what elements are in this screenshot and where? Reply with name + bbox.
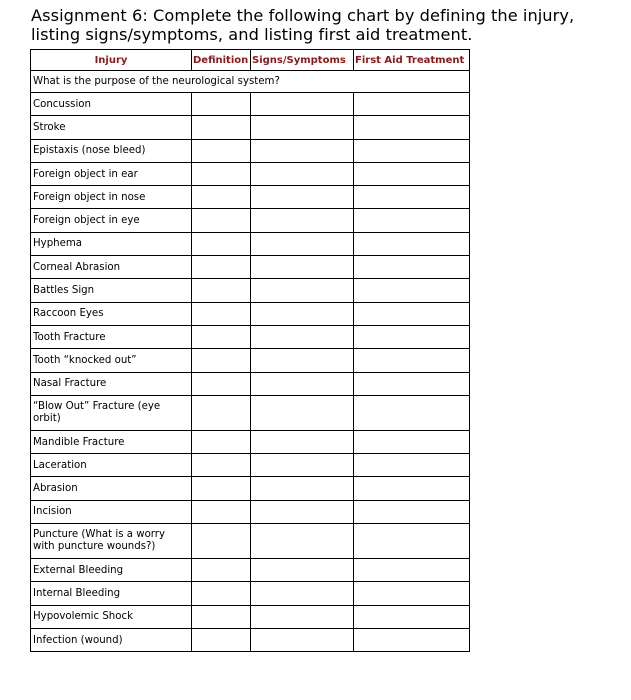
first-aid-cell[interactable] <box>354 454 470 477</box>
definition-cell[interactable] <box>192 116 251 139</box>
injury-cell: Stroke <box>31 116 192 139</box>
signs-symptoms-cell[interactable] <box>251 628 354 651</box>
definition-cell[interactable] <box>192 139 251 162</box>
first-aid-cell[interactable] <box>354 162 470 185</box>
injury-cell: Foreign object in ear <box>31 162 192 185</box>
definition-cell[interactable] <box>192 372 251 395</box>
injury-cell: Incision <box>31 500 192 523</box>
first-aid-cell[interactable] <box>354 430 470 453</box>
header-injury: Injury <box>31 50 192 71</box>
signs-symptoms-cell[interactable] <box>251 395 354 430</box>
signs-symptoms-cell[interactable] <box>251 302 354 325</box>
injury-cell: Tooth Fracture <box>31 325 192 348</box>
injury-cell: Abrasion <box>31 477 192 500</box>
definition-cell[interactable] <box>192 302 251 325</box>
injury-cell: Tooth “knocked out” <box>31 349 192 372</box>
signs-symptoms-cell[interactable] <box>251 279 354 302</box>
table-row <box>31 605 470 628</box>
definition-cell[interactable] <box>192 93 251 116</box>
signs-symptoms-cell[interactable] <box>251 116 354 139</box>
signs-symptoms-cell[interactable] <box>251 430 354 453</box>
signs-symptoms-cell[interactable] <box>251 524 354 559</box>
injury-cell: Puncture (What is a worry with puncture wounds?) <box>31 524 192 559</box>
definition-cell[interactable] <box>192 279 251 302</box>
injury-cell: Corneal Abrasion <box>31 256 192 279</box>
injury-cell: Mandible Fracture <box>31 430 192 453</box>
injury-cell: External Bleeding <box>31 559 192 582</box>
table-row <box>31 372 470 395</box>
table-row <box>31 256 470 279</box>
injury-cell: Concussion <box>31 93 192 116</box>
first-aid-cell[interactable] <box>354 302 470 325</box>
definition-cell[interactable] <box>192 256 251 279</box>
first-aid-cell[interactable] <box>354 279 470 302</box>
definition-cell[interactable] <box>192 559 251 582</box>
definition-cell[interactable] <box>192 454 251 477</box>
injury-cell: Hyphema <box>31 232 192 255</box>
first-aid-cell[interactable] <box>354 524 470 559</box>
table-row <box>31 209 470 232</box>
header-row <box>31 50 470 71</box>
table-row <box>31 279 470 302</box>
first-aid-cell[interactable] <box>354 395 470 430</box>
header-first-aid-treatment: First Aid Treatment <box>354 50 470 71</box>
definition-cell[interactable] <box>192 395 251 430</box>
table-row <box>31 325 470 348</box>
purpose-row <box>31 71 470 93</box>
first-aid-cell[interactable] <box>354 139 470 162</box>
first-aid-cell[interactable] <box>354 372 470 395</box>
table-row <box>31 500 470 523</box>
injury-cell: Battles Sign <box>31 279 192 302</box>
purpose-question: What is the purpose of the neurological system? <box>31 71 470 93</box>
table-row <box>31 477 470 500</box>
injury-chart-table <box>30 49 470 652</box>
signs-symptoms-cell[interactable] <box>251 477 354 500</box>
header-signs-symptoms: Signs/Symptoms <box>251 50 354 71</box>
first-aid-cell[interactable] <box>354 500 470 523</box>
signs-symptoms-cell[interactable] <box>251 559 354 582</box>
first-aid-cell[interactable] <box>354 325 470 348</box>
signs-symptoms-cell[interactable] <box>251 454 354 477</box>
first-aid-cell[interactable] <box>354 116 470 139</box>
first-aid-cell[interactable] <box>354 605 470 628</box>
first-aid-cell[interactable] <box>354 559 470 582</box>
definition-cell[interactable] <box>192 477 251 500</box>
table-row <box>31 628 470 651</box>
injury-cell: “Blow Out” Fracture (eye orbit) <box>31 395 192 430</box>
first-aid-cell[interactable] <box>354 232 470 255</box>
signs-symptoms-cell[interactable] <box>251 162 354 185</box>
first-aid-cell[interactable] <box>354 477 470 500</box>
first-aid-cell[interactable] <box>354 256 470 279</box>
definition-cell[interactable] <box>192 349 251 372</box>
injury-cell: Hypovolemic Shock <box>31 605 192 628</box>
first-aid-cell[interactable] <box>354 209 470 232</box>
signs-symptoms-cell[interactable] <box>251 500 354 523</box>
table-row <box>31 349 470 372</box>
table-row <box>31 116 470 139</box>
first-aid-cell[interactable] <box>354 582 470 605</box>
assignment-title: Assignment 6: Complete the following chart by defining the injury, listing signs/symptoms, and listing first aid treatment. <box>31 6 575 44</box>
signs-symptoms-cell[interactable] <box>251 186 354 209</box>
injury-cell: Internal Bleeding <box>31 582 192 605</box>
table-row <box>31 139 470 162</box>
injury-cell: Raccoon Eyes <box>31 302 192 325</box>
definition-cell[interactable] <box>192 605 251 628</box>
first-aid-cell[interactable] <box>354 93 470 116</box>
definition-cell[interactable] <box>192 430 251 453</box>
table-row <box>31 302 470 325</box>
first-aid-cell[interactable] <box>354 349 470 372</box>
definition-cell[interactable] <box>192 232 251 255</box>
definition-cell[interactable] <box>192 524 251 559</box>
signs-symptoms-cell[interactable] <box>251 93 354 116</box>
table-row <box>31 395 470 430</box>
injury-cell: Nasal Fracture <box>31 372 192 395</box>
injury-cell: Laceration <box>31 454 192 477</box>
injury-cell: Foreign object in eye <box>31 209 192 232</box>
definition-cell[interactable] <box>192 209 251 232</box>
signs-symptoms-cell[interactable] <box>251 372 354 395</box>
signs-symptoms-cell[interactable] <box>251 232 354 255</box>
signs-symptoms-cell[interactable] <box>251 325 354 348</box>
first-aid-cell[interactable] <box>354 186 470 209</box>
injury-cell: Epistaxis (nose bleed) <box>31 139 192 162</box>
definition-cell[interactable] <box>192 500 251 523</box>
table-row <box>31 582 470 605</box>
header-definition: Definition <box>192 50 251 71</box>
signs-symptoms-cell[interactable] <box>251 256 354 279</box>
definition-cell[interactable] <box>192 582 251 605</box>
injury-cell: Foreign object in nose <box>31 186 192 209</box>
table-row <box>31 430 470 453</box>
definition-cell[interactable] <box>192 628 251 651</box>
definition-cell[interactable] <box>192 186 251 209</box>
signs-symptoms-cell[interactable] <box>251 349 354 372</box>
table-row <box>31 559 470 582</box>
table-row <box>31 232 470 255</box>
first-aid-cell[interactable] <box>354 628 470 651</box>
table-row <box>31 93 470 116</box>
table-row <box>31 454 470 477</box>
definition-cell[interactable] <box>192 162 251 185</box>
table-row <box>31 162 470 185</box>
signs-symptoms-cell[interactable] <box>251 139 354 162</box>
table-row <box>31 186 470 209</box>
signs-symptoms-cell[interactable] <box>251 209 354 232</box>
signs-symptoms-cell[interactable] <box>251 582 354 605</box>
definition-cell[interactable] <box>192 325 251 348</box>
table-row <box>31 524 470 559</box>
signs-symptoms-cell[interactable] <box>251 605 354 628</box>
injury-cell: Infection (wound) <box>31 628 192 651</box>
